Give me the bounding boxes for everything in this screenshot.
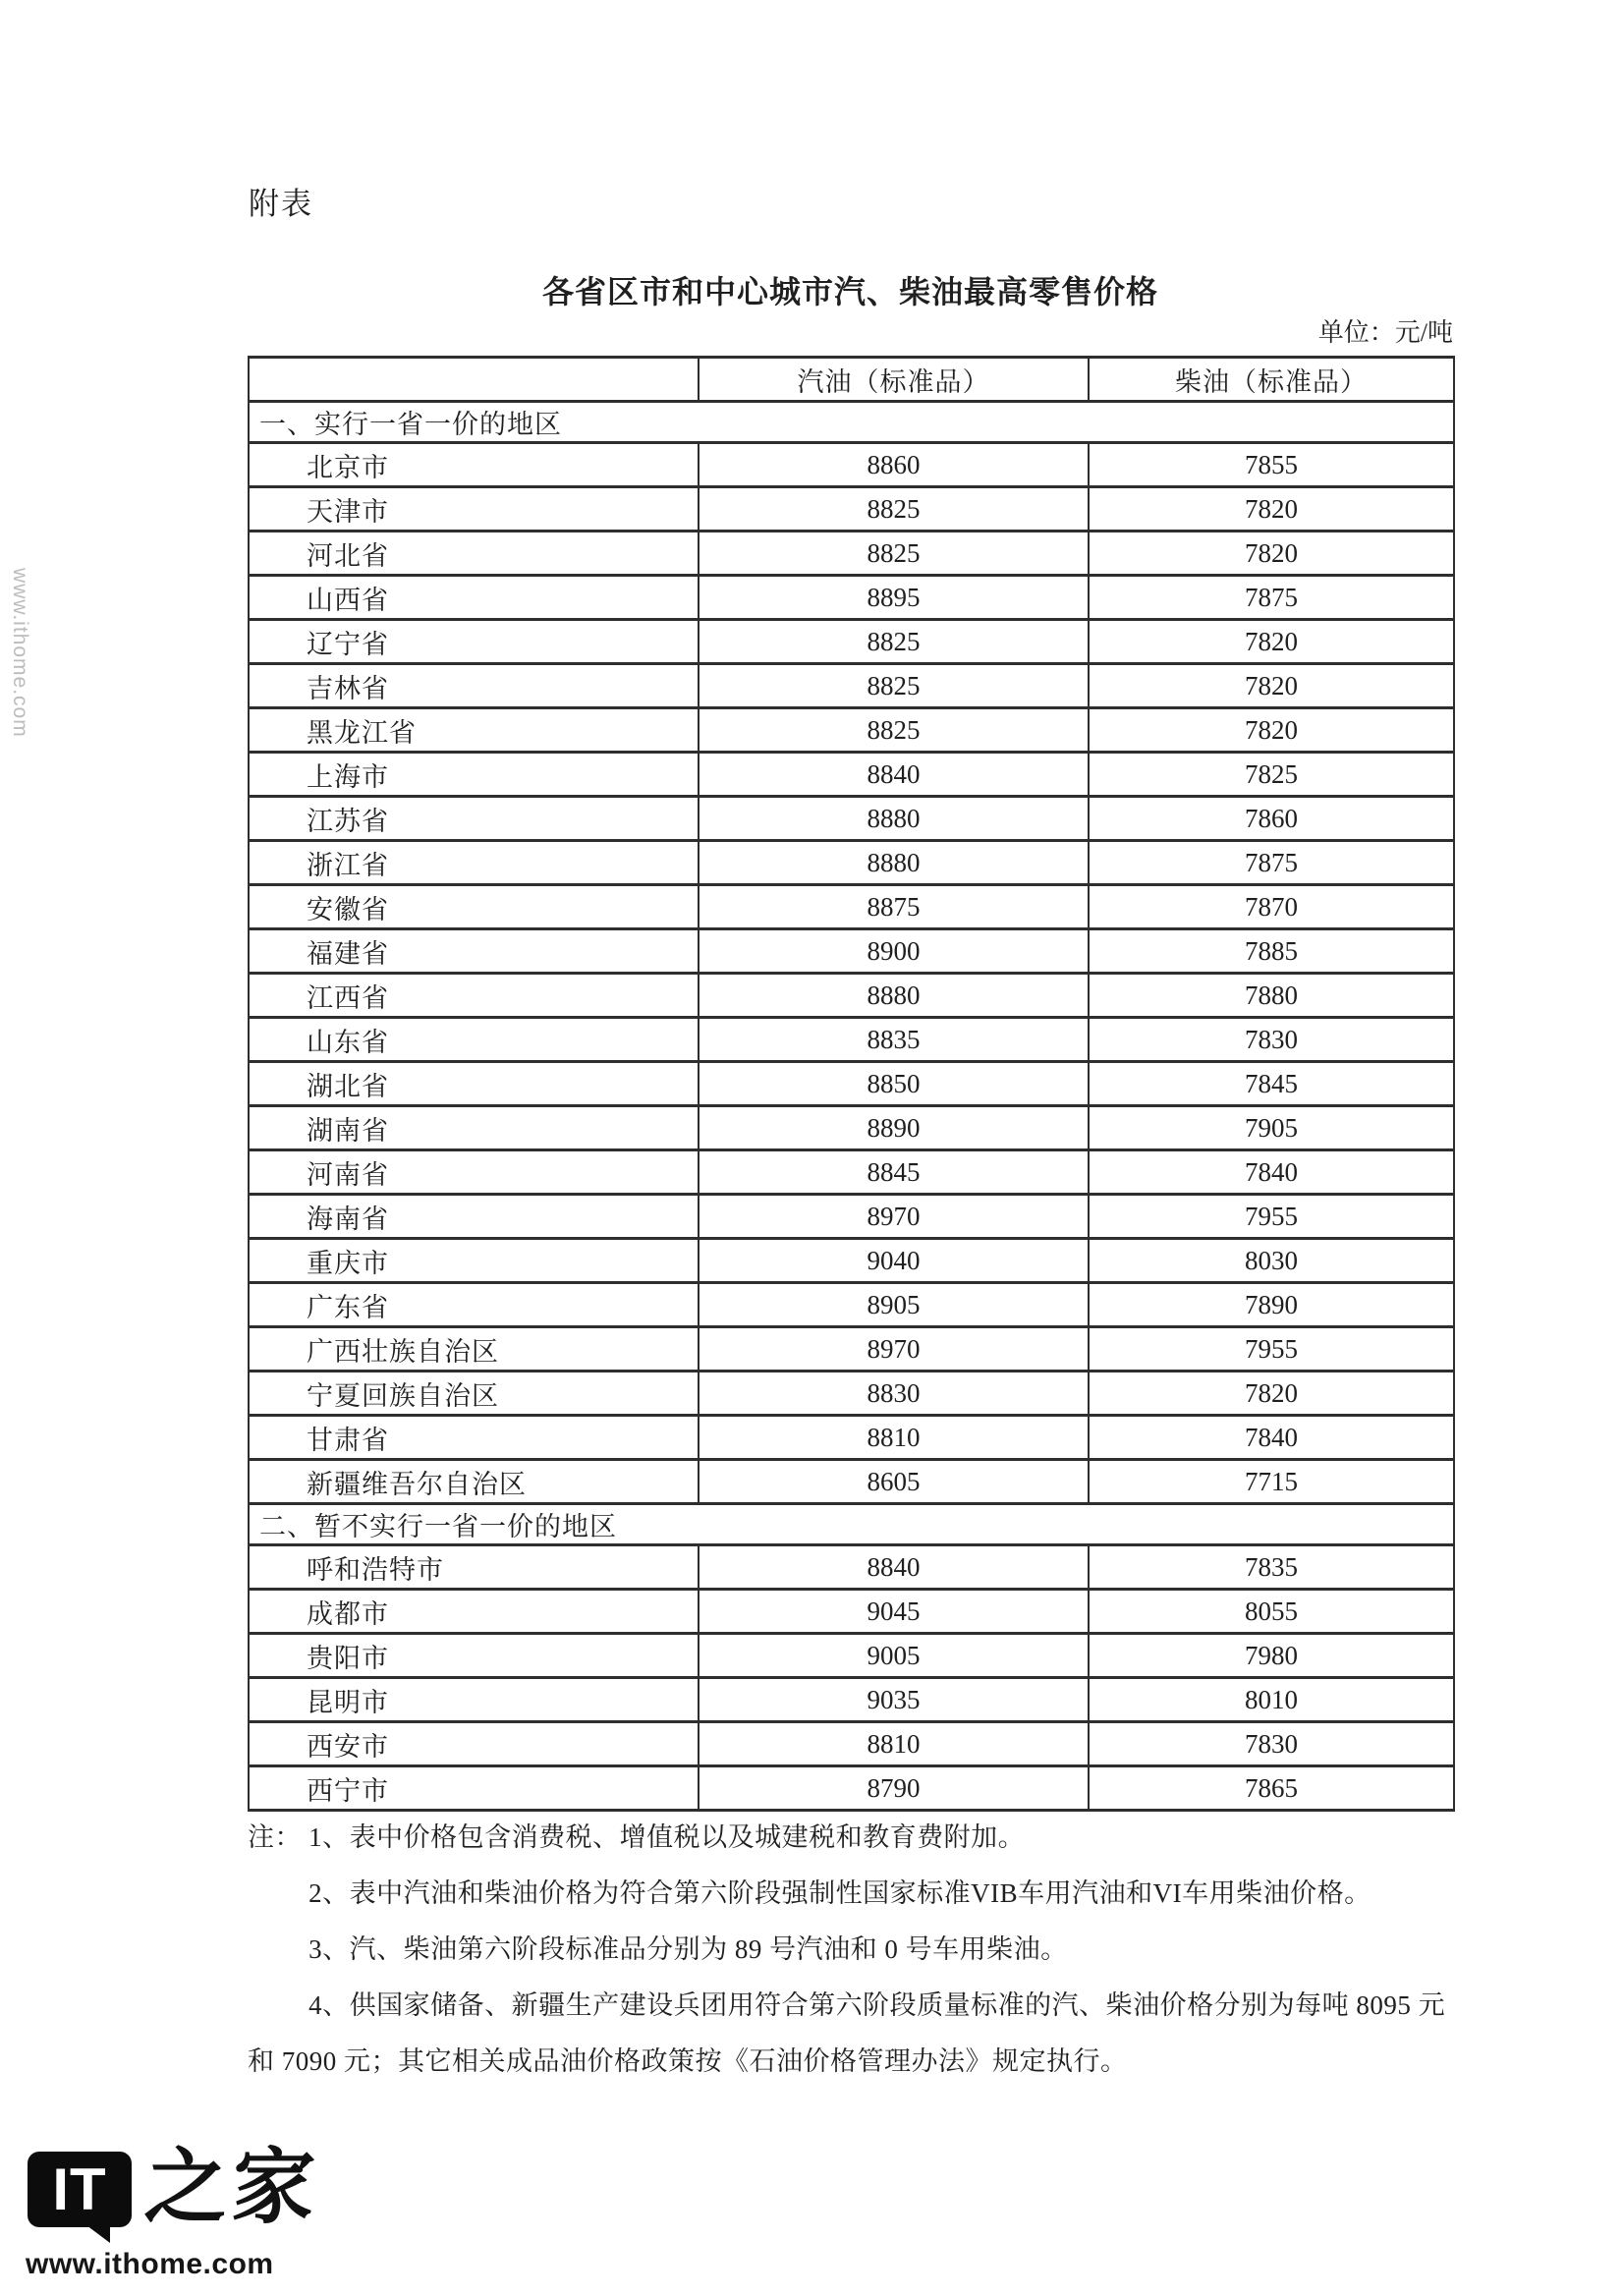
header-cell-region (249, 358, 699, 402)
gasoline-price-cell: 8900 (699, 929, 1089, 974)
note-item: 4、供国家储备、新疆生产建设兵团用符合第六阶段质量标准的汽、柴油价格分别为每吨 8095 元和 7090 元；其它相关成品油价格政策按《石油价格管理办法》规定执行。 (248, 1990, 1446, 2076)
table-header-row (249, 358, 1454, 402)
table-row (249, 1634, 1454, 1678)
table-row (249, 1018, 1454, 1062)
region-cell: 昆明市 (249, 1678, 699, 1722)
table-row (249, 1239, 1454, 1283)
table-row (249, 576, 1454, 620)
region-cell: 宁夏回族自治区 (249, 1372, 699, 1416)
ithome-logo-script: 之家 (141, 2143, 322, 2234)
diesel-price-cell: 7840 (1089, 1150, 1454, 1195)
notes (248, 1810, 1466, 2090)
region-cell: 成都市 (249, 1590, 699, 1634)
gasoline-price-cell: 8830 (699, 1372, 1089, 1416)
region-cell: 黑龙江省 (249, 708, 699, 753)
section-label: 二、暂不实行一省一价的地区 (249, 1504, 1454, 1545)
diesel-price-cell: 7880 (1089, 974, 1454, 1018)
region-cell: 河北省 (249, 532, 699, 576)
price-table (248, 356, 1455, 1812)
region-cell: 浙江省 (249, 841, 699, 885)
gasoline-price-cell: 8890 (699, 1106, 1089, 1150)
region-cell: 重庆市 (249, 1239, 699, 1283)
table-row (249, 1722, 1454, 1766)
diesel-price-cell: 7820 (1089, 664, 1454, 708)
region-cell: 湖北省 (249, 1062, 699, 1106)
gasoline-price-cell: 8810 (699, 1722, 1089, 1766)
region-cell: 福建省 (249, 929, 699, 974)
gasoline-price-cell: 8605 (699, 1460, 1089, 1504)
gasoline-price-cell: 8825 (699, 620, 1089, 664)
table-row (249, 929, 1454, 974)
table-row (249, 841, 1454, 885)
gasoline-price-cell: 9005 (699, 1634, 1089, 1678)
diesel-price-cell: 8030 (1089, 1239, 1454, 1283)
diesel-price-cell: 7820 (1089, 487, 1454, 532)
diesel-price-cell: 7860 (1089, 797, 1454, 841)
diesel-price-cell: 7870 (1089, 885, 1454, 929)
note-item: 3、汽、柴油第六阶段标准品分别为 89 号汽油和 0 号车用柴油。 (308, 1934, 1068, 1964)
table-row (249, 1416, 1454, 1460)
table-row (249, 1150, 1454, 1195)
gasoline-price-cell: 8825 (699, 708, 1089, 753)
diesel-price-cell: 7855 (1089, 443, 1454, 487)
gasoline-price-cell: 8880 (699, 841, 1089, 885)
region-cell: 广西壮族自治区 (249, 1327, 699, 1372)
section-label: 一、实行一省一价的地区 (249, 402, 1454, 443)
gasoline-price-cell: 9040 (699, 1239, 1089, 1283)
table-row (249, 753, 1454, 797)
page-title: 各省区市和中心城市汽、柴油最高零售价格 (541, 274, 1158, 309)
table-row (249, 974, 1454, 1018)
note-item: 2、表中汽油和柴油价格为符合第六阶段强制性国家标准VIB车用汽油和VI车用柴油价格。 (308, 1878, 1371, 1908)
table-row (249, 1545, 1454, 1590)
ithome-logo-tail (86, 2225, 110, 2243)
diesel-price-cell: 7865 (1089, 1766, 1454, 1811)
diesel-price-cell: 7905 (1089, 1106, 1454, 1150)
section-row (249, 1504, 1454, 1545)
diesel-price-cell: 7890 (1089, 1283, 1454, 1327)
region-cell: 西宁市 (249, 1766, 699, 1811)
gasoline-price-cell: 8880 (699, 797, 1089, 841)
diesel-price-cell: 7980 (1089, 1634, 1454, 1678)
gasoline-price-cell: 8845 (699, 1150, 1089, 1195)
region-cell: 海南省 (249, 1195, 699, 1239)
table-row (249, 620, 1454, 664)
diesel-price-cell: 7835 (1089, 1545, 1454, 1590)
table-row (249, 1766, 1454, 1811)
region-cell: 湖南省 (249, 1106, 699, 1150)
region-cell: 安徽省 (249, 885, 699, 929)
region-cell: 广东省 (249, 1283, 699, 1327)
table-row (249, 1678, 1454, 1722)
diesel-price-cell: 7840 (1089, 1416, 1454, 1460)
gasoline-price-cell: 8835 (699, 1018, 1089, 1062)
region-cell: 贵阳市 (249, 1634, 699, 1678)
gasoline-price-cell: 9045 (699, 1590, 1089, 1634)
region-cell: 江苏省 (249, 797, 699, 841)
table-row (249, 708, 1454, 753)
region-cell: 吉林省 (249, 664, 699, 708)
region-cell: 天津市 (249, 487, 699, 532)
gasoline-price-cell: 8895 (699, 576, 1089, 620)
region-cell: 新疆维吾尔自治区 (249, 1460, 699, 1504)
table-row (249, 1283, 1454, 1327)
gasoline-price-cell: 8970 (699, 1195, 1089, 1239)
unit-label: 单位：元/吨 (1317, 318, 1453, 347)
it-logo-text: IT (52, 2156, 107, 2222)
table-row (249, 1590, 1454, 1634)
diesel-price-cell: 7715 (1089, 1460, 1454, 1504)
table-row (249, 1327, 1454, 1372)
attachment-label: 附表 (249, 187, 313, 221)
gasoline-price-cell: 8825 (699, 664, 1089, 708)
gasoline-price-cell: 8810 (699, 1416, 1089, 1460)
region-cell: 甘肃省 (249, 1416, 699, 1460)
diesel-price-cell: 7955 (1089, 1327, 1454, 1372)
region-cell: 山东省 (249, 1018, 699, 1062)
gasoline-price-cell: 8880 (699, 974, 1089, 1018)
gasoline-price-cell: 9035 (699, 1678, 1089, 1722)
region-cell: 辽宁省 (249, 620, 699, 664)
table-row (249, 1106, 1454, 1150)
diesel-price-cell: 8010 (1089, 1678, 1454, 1722)
region-cell: 西安市 (249, 1722, 699, 1766)
region-cell: 上海市 (249, 753, 699, 797)
gasoline-price-cell: 8860 (699, 443, 1089, 487)
diesel-price-cell: 7830 (1089, 1018, 1454, 1062)
section-row (249, 402, 1454, 443)
gasoline-price-cell: 8850 (699, 1062, 1089, 1106)
table-row (249, 487, 1454, 532)
site-url: www.ithome.com (26, 2248, 274, 2280)
region-cell: 北京市 (249, 443, 699, 487)
table-row (249, 532, 1454, 576)
diesel-price-cell: 7875 (1089, 576, 1454, 620)
diesel-price-cell: 7955 (1089, 1195, 1454, 1239)
diesel-price-cell: 7820 (1089, 532, 1454, 576)
gasoline-price-cell: 8790 (699, 1766, 1089, 1811)
table-row (249, 443, 1454, 487)
region-cell: 山西省 (249, 576, 699, 620)
gasoline-price-cell: 8840 (699, 753, 1089, 797)
diesel-price-cell: 7820 (1089, 1372, 1454, 1416)
header-cell-diesel: 柴油（标准品） (1089, 358, 1454, 402)
diesel-price-cell: 8055 (1089, 1590, 1454, 1634)
table-row (249, 1195, 1454, 1239)
table-row (249, 1372, 1454, 1416)
gasoline-price-cell: 8840 (699, 1545, 1089, 1590)
note-item (248, 1810, 1466, 1866)
gasoline-price-cell: 8875 (699, 885, 1089, 929)
header-cell-gasoline: 汽油（标准品） (699, 358, 1089, 402)
gasoline-price-cell: 8825 (699, 487, 1089, 532)
table-row (249, 797, 1454, 841)
price-table-body (249, 402, 1454, 1811)
diesel-price-cell: 7885 (1089, 929, 1454, 974)
note-prefix: 注： (248, 1822, 302, 1852)
table-row (249, 885, 1454, 929)
table-row (249, 1062, 1454, 1106)
side-watermark-url: www.ithome.com (9, 568, 31, 738)
diesel-price-cell: 7875 (1089, 841, 1454, 885)
diesel-price-cell: 7825 (1089, 753, 1454, 797)
table-row (249, 1460, 1454, 1504)
region-cell: 江西省 (249, 974, 699, 1018)
diesel-price-cell: 7820 (1089, 708, 1454, 753)
diesel-price-cell: 7820 (1089, 620, 1454, 664)
note-text: 1、表中价格包含消费税、增值税以及城建税和教育费附加。 (308, 1822, 1026, 1852)
gasoline-price-cell: 8825 (699, 532, 1089, 576)
gasoline-price-cell: 8905 (699, 1283, 1089, 1327)
diesel-price-cell: 7845 (1089, 1062, 1454, 1106)
region-cell: 呼和浩特市 (249, 1545, 699, 1590)
table-row (249, 664, 1454, 708)
region-cell: 河南省 (249, 1150, 699, 1195)
gasoline-price-cell: 8970 (699, 1327, 1089, 1372)
diesel-price-cell: 7830 (1089, 1722, 1454, 1766)
ithome-logo (28, 2152, 132, 2227)
